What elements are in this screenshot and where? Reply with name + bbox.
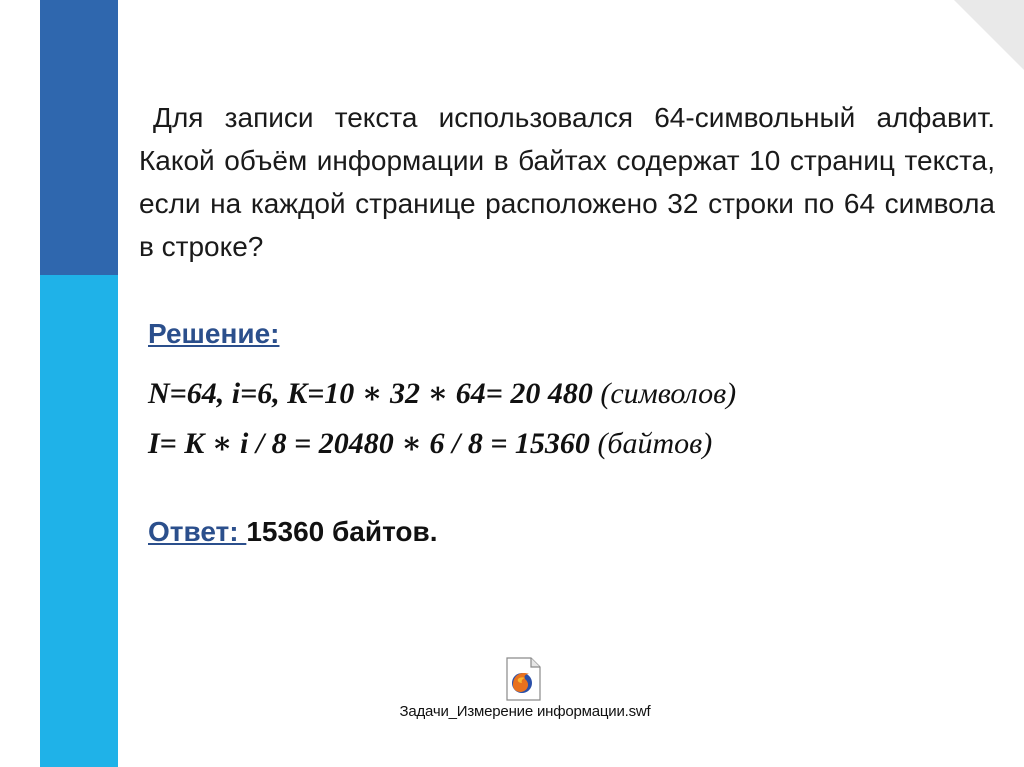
- solution-heading: Решение:: [148, 318, 280, 349]
- slide-sidebar: [40, 0, 118, 767]
- answer-label: Ответ:: [148, 516, 247, 547]
- formula-line-1: [148, 376, 736, 411]
- formula-line-2: [148, 426, 712, 461]
- answer-value: 15360 байтов.: [246, 516, 438, 547]
- answer: [148, 516, 438, 548]
- formula-2-expression: I= K ∗ i / 8 = 20480 ∗ 6 / 8 = 15360: [148, 427, 598, 460]
- formula-2-unit: (байтов): [597, 427, 713, 460]
- formula-1-expression: N=64, i=6, K=10 ∗ 32 ∗ 64= 20 480: [148, 377, 601, 410]
- problem-statement: Для записи текста использовался 64-символьный алфавит. Какой объём информации в байтах содержат 10 страниц текста, если на каждой странице расположено 32 строки по 64 символа в строке?: [139, 102, 995, 262]
- sidebar-top-band: [40, 0, 118, 275]
- flash-file-icon[interactable]: [504, 657, 542, 701]
- sidebar-bottom-band: [40, 275, 118, 767]
- formula-1-unit: (символов): [600, 377, 737, 410]
- page-corner-fold: [954, 0, 1024, 70]
- attachment-filename[interactable]: Задачи_Измерение информации.swf: [399, 703, 651, 720]
